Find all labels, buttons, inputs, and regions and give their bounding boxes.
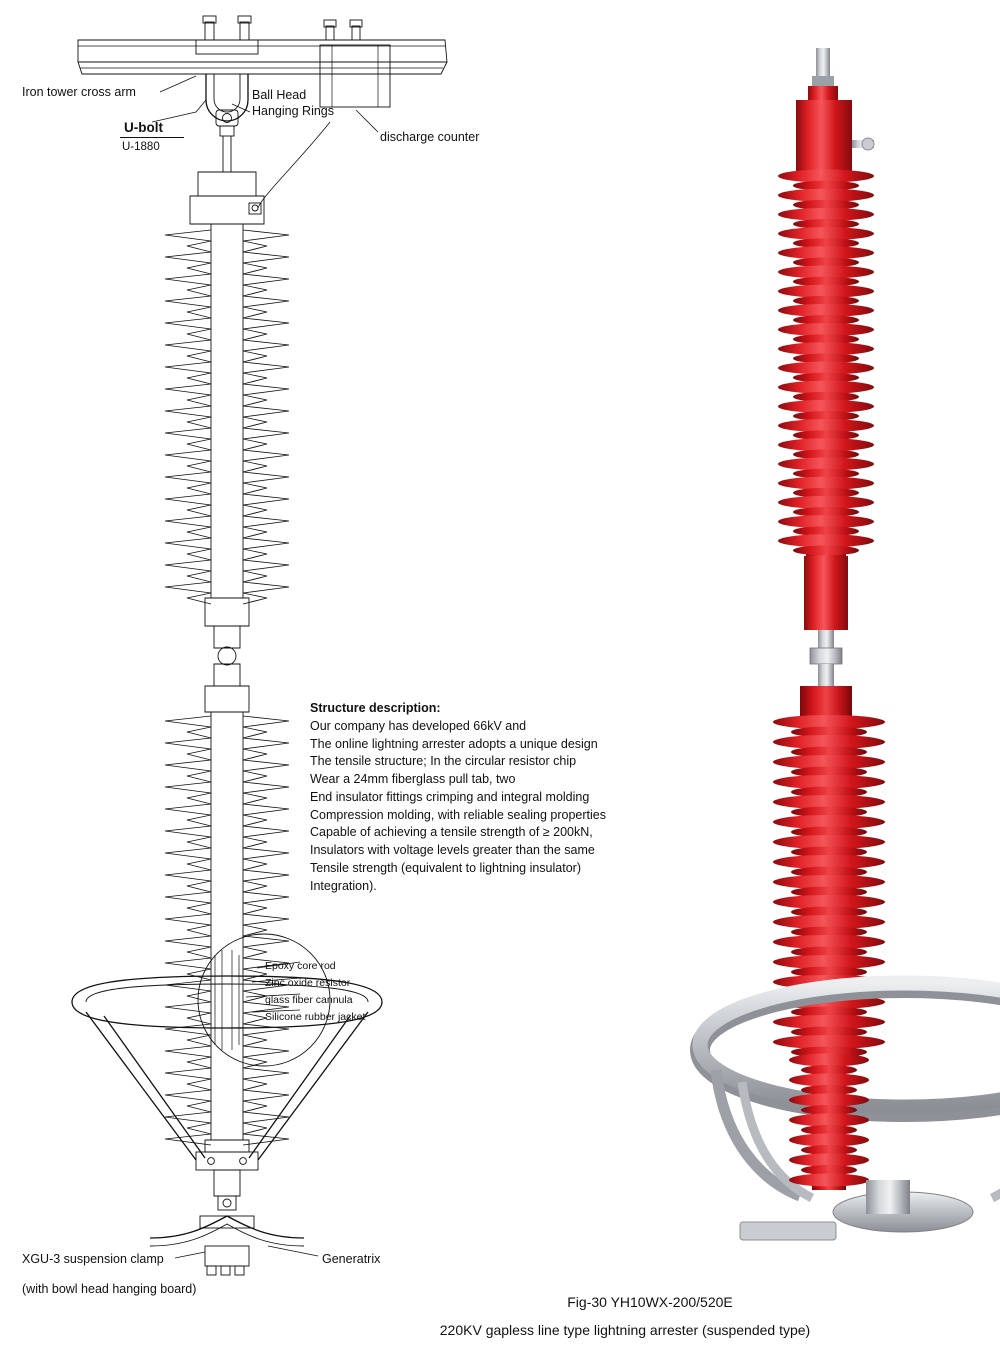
- structure-description-line-5: Compression molding, with reliable sealing properties: [310, 807, 606, 822]
- label-u-bolt-spec: U-1880: [122, 141, 160, 153]
- label-silicone-rubber-jacket: Silicone rubber jacket: [265, 1011, 366, 1023]
- label-ball-head-line2: Hanging Rings: [252, 104, 334, 118]
- label-generatrix: Generatrix: [322, 1252, 381, 1266]
- structure-description-line-6: Capable of achieving a tensile strength of ≥ 200kN,: [310, 825, 593, 840]
- structure-description-line-0: Our company has developed 66kV and: [310, 718, 527, 733]
- structure-description-line-8: Tensile strength (equivalent to lightning insulator): [310, 860, 581, 875]
- structure-description-line-7: Insulators with voltage levels greater than the same: [310, 843, 595, 857]
- label-u-bolt: U-bolt: [124, 120, 163, 135]
- label-zinc-oxide-resistor: Zinc oxide resistor: [265, 977, 351, 989]
- label-epoxy-core-rod: Epoxy core rod: [265, 960, 336, 972]
- label-ball-head-line1: Ball Head: [252, 88, 307, 102]
- label-glass-fiber-cannula: glass fiber cannula: [265, 994, 353, 1006]
- structure-description: [310, 700, 606, 895]
- u-bolt-underline: [120, 137, 184, 138]
- structure-description-line-1: The online lightning arrester adopts a unique design: [310, 736, 598, 751]
- structure-description-line-3: Wear a 24mm fiberglass pull tab, two: [310, 772, 516, 786]
- structure-description-line-4: End insulator fittings crimping and integral molding: [310, 789, 590, 804]
- figure-title-line2: 220KV gapless line type lightning arrester (suspended type): [439, 1322, 811, 1338]
- label-discharge-counter: discharge counter: [380, 130, 480, 144]
- figure-title-line1: Fig-30 YH10WX-200/520E: [567, 1294, 733, 1310]
- structure-description-line-9: Integration).: [310, 878, 377, 893]
- label-suspension-clamp-note: (with bowl head hanging board): [22, 1282, 197, 1296]
- structure-description-heading: Structure description:: [310, 701, 441, 715]
- label-suspension-clamp: XGU-3 suspension clamp: [22, 1252, 164, 1266]
- label-iron-tower-cross-arm: Iron tower cross arm: [22, 85, 136, 99]
- structure-description-line-2: The tensile structure; In the circular resistor chip: [310, 754, 577, 769]
